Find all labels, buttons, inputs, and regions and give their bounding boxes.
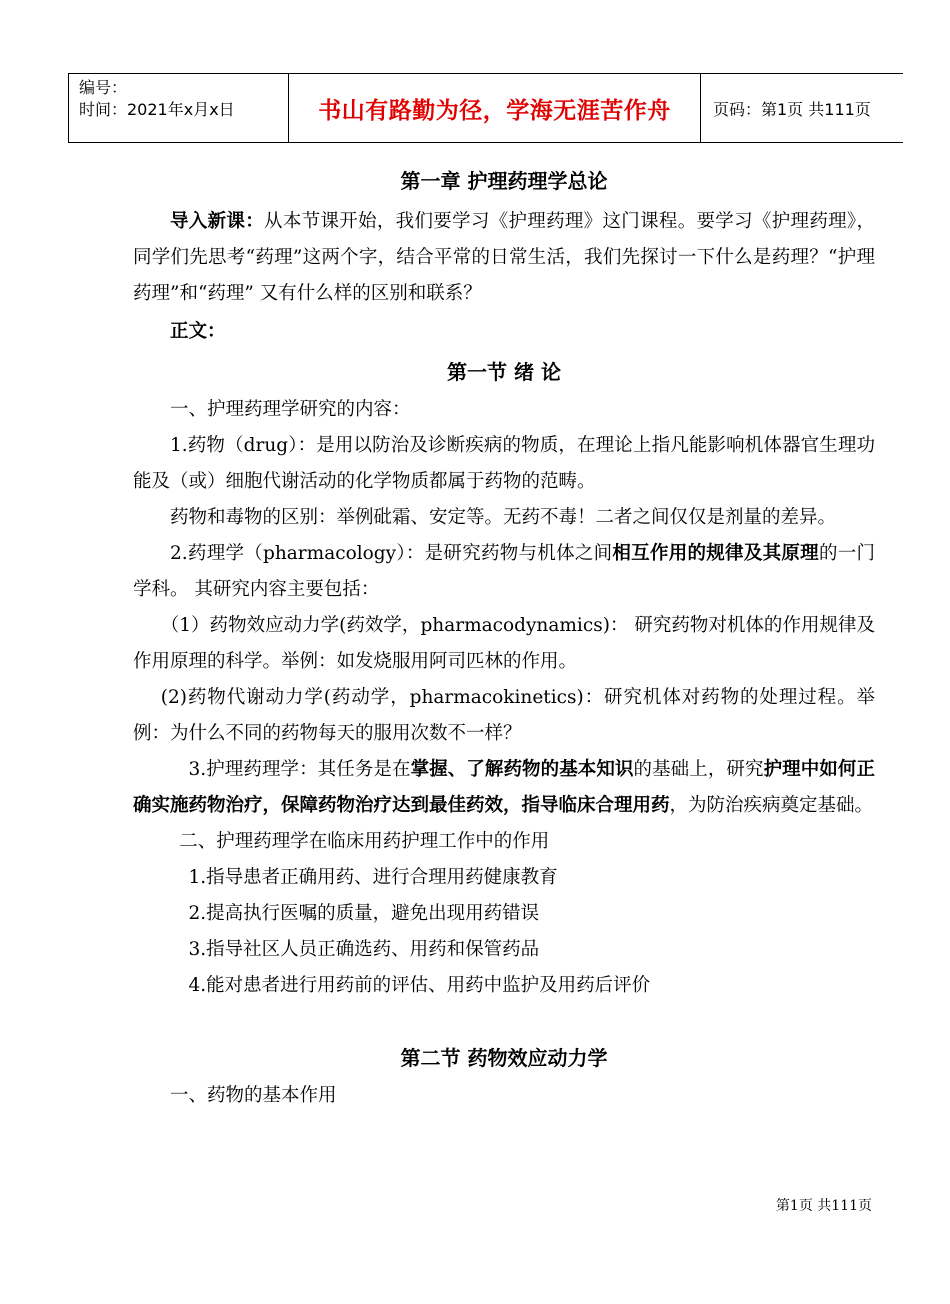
document-body [133, 160, 875, 1114]
section1-heading2: 二、护理药理学在临床用药护理工作中的作用 [179, 831, 550, 852]
p6-post: ，为防治疾病奠定基础。 [669, 795, 874, 816]
drug-definition: 1.药物（drug）：是用以防治及诊断疾病的物质，在理论上指凡能影响机体器官生理功能及（或）细胞代谢活动的化学物质都属于药物的范畴。 [133, 435, 875, 492]
role-item: 1.指导患者正确用药、进行合理用药健康教育 [188, 867, 558, 888]
body-label: 正文： [170, 321, 226, 342]
section2-title: 第二节 药物效应动力学 [400, 1046, 608, 1070]
header-meta [68, 73, 288, 142]
nursing-pharmacology-paragraph [133, 752, 875, 824]
p6-bold2: 护理中如何正确实施药物治疗，保障药物治疗达到最佳药效，指导临床合理用药 [133, 759, 875, 816]
section1-heading1: 一、护理药理学研究的内容： [170, 399, 411, 420]
p6-mid: 的基础上，研究 [633, 759, 764, 780]
document-header [68, 73, 903, 143]
page-footer: 第1页 共111页 [775, 1198, 872, 1214]
section2-heading1: 一、药物的基本作用 [170, 1085, 337, 1106]
role-item: 3.指导社区人员正确选药、用药和保管药品 [188, 939, 540, 960]
role-item: 4.能对患者进行用药前的评估、用药中监护及用药后评价 [188, 975, 651, 996]
chapter-title: 第一章 护理药理学总论 [400, 169, 608, 193]
role-item: 2.提高执行医嘱的质量，避免出现用药错误 [188, 903, 540, 924]
p3-pre: 2.药理学（pharmacology）：是研究药物与机体之间 [170, 543, 613, 564]
p6-pre: 3.护理药理学：其任务是在 [188, 759, 411, 780]
pharmacology-definition [133, 536, 875, 608]
p6-bold1: 掌握、了解药物的基本知识 [410, 759, 634, 780]
drug-vs-poison: 药物和毒物的区别：举例砒霜、安定等。无药不毒！二者之间仅仅是剂量的差异。 [170, 507, 837, 528]
p3-post: 的一门学科。 其研究内容主要包括： [133, 543, 875, 600]
pharmacokinetics-paragraph: (2)药物代谢动力学(药动学，pharmacokinetics)：研究机体对药物的处理过程。举例：为什么不同的药物每天的服用次数不一样？ [133, 687, 875, 744]
section1-title: 第一节 绪 论 [447, 360, 561, 384]
p3-bold: 相互作用的规律及其原理 [612, 543, 819, 564]
intro-paragraph [133, 204, 875, 312]
intro-text: 从本节课开始，我们要学习《护理药理》这门课程。要学习《护理药理》，同学们先思考“药理”这两个字，结合平常的日常生活，我们先探讨一下什么是药理？“护理药理”和“药理” 又有什么样的区别和联系？ [133, 211, 875, 304]
number-label: 编号： [79, 78, 128, 97]
intro-label: 导入新课： [170, 211, 265, 232]
header-motto: 书山有路勤为径，学海无涯苦作舟 [288, 73, 700, 142]
header-page-label: 页码：第1页 共111页 [700, 73, 903, 142]
pharmacodynamics-paragraph: （1）药物效应动力学(药效学，pharmacodynamics)： 研究药物对机体的作用规律及作用原理的科学。举例：如发烧服用阿司匹林的作用。 [133, 615, 875, 672]
time-label: 时间：2021年x月x日 [79, 100, 235, 119]
